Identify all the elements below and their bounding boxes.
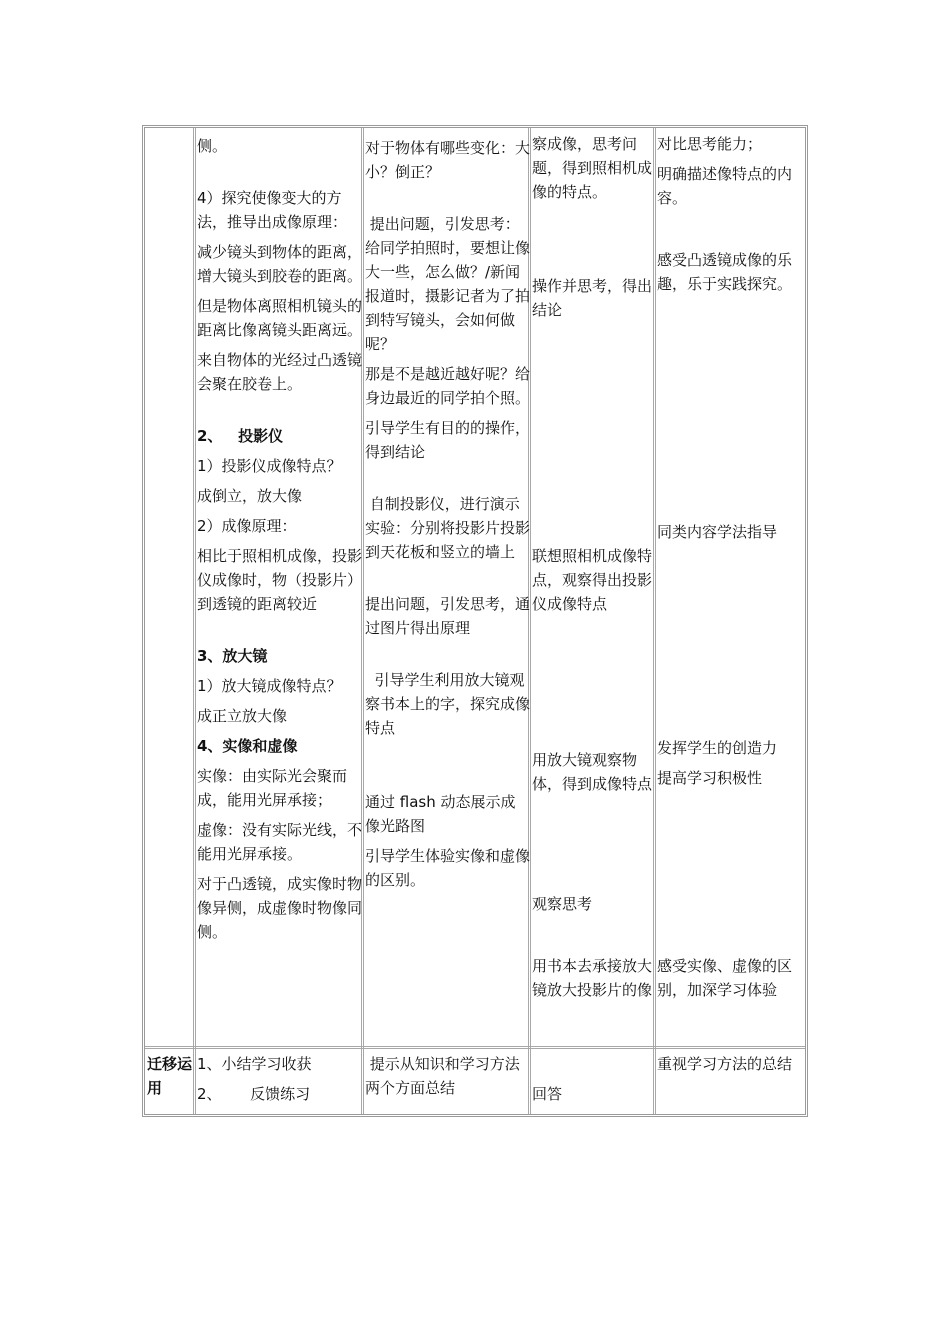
lesson-plan-table [142, 125, 808, 1117]
content-text: 减少镜头到物体的距离，增大镜头到胶卷的距离。 [197, 243, 363, 285]
student-activity-cell [532, 274, 652, 328]
teacher-activity-text: 提出问题，引发思考，通过图片得出原理 [365, 595, 531, 637]
design-intent-cell [657, 520, 807, 550]
design-intent-cell [657, 132, 807, 216]
teacher-activity-text: 对于物体有哪些变化：大小？倒正？ [365, 139, 531, 181]
content-cell [197, 134, 362, 950]
content-text: 2、 反馈练习 [197, 1085, 311, 1103]
design-intent-cell [657, 248, 807, 302]
design-intent-text: 明确描述像特点的内容。 [657, 165, 793, 207]
content-text: 1、小结学习收获 [197, 1055, 312, 1073]
design-intent-cell [657, 736, 807, 796]
spacer [365, 646, 530, 668]
design-intent-text: 感受凸透镜成像的乐趣，乐于实践探究。 [657, 251, 793, 293]
student-activity-text: 用书本去承接放大镜放大投影片的像 [532, 957, 653, 999]
student-activity-cell [532, 544, 652, 622]
design-intent-text: 提高学习积极性 [657, 769, 763, 787]
teacher-activity-text: 引导学生利用放大镜观察书本上的字，探究成像特点 [365, 671, 531, 737]
design-intent-cell [657, 954, 807, 1008]
design-intent-text: 对比思考能力； [657, 135, 763, 153]
content-text: 成倒立，放大像 [197, 487, 303, 505]
design-intent-text: 同类内容学法指导 [657, 523, 778, 541]
student-activity-text: 用放大镜观察物体，得到成像特点 [532, 751, 653, 793]
content-text: 2）成像原理： [197, 517, 297, 535]
student-activity-cell [532, 1082, 652, 1112]
design-intent-text: 重视学习方法的总结 [657, 1055, 793, 1073]
teacher-activity-text: 自制投影仪，进行演示实验：分别将投影片投影到天花板和竖立的墙上 [365, 495, 531, 561]
spacer [197, 164, 362, 186]
content-text: 但是物体离照相机镜头的距离比像离镜头距离远。 [197, 297, 363, 339]
teacher-activity-text: 通过 flash 动态展示成像光路图 [365, 793, 516, 835]
spacer [197, 622, 362, 644]
content-text: 1）放大镜成像特点？ [197, 677, 342, 695]
teacher-activity-text: 提示从知识和学习方法两个方面总结 [365, 1055, 520, 1097]
content-text: 相比于照相机成像，投影仪成像时，物（投影片）到透镜的距离较近 [197, 547, 363, 613]
design-intent-text: 发挥学生的创造力 [657, 739, 778, 757]
section-label [147, 1052, 193, 1106]
student-activity-cell [532, 892, 652, 922]
spacer [365, 190, 530, 212]
teacher-activity-text: 引导学生有目的的操作，得到结论 [365, 419, 531, 461]
teacher-activity-text: 那是不是越近越好呢？给身边最近的同学拍个照。 [365, 365, 531, 407]
student-activity-text: 操作并思考，得出结论 [532, 277, 653, 319]
column-divider [193, 128, 196, 1114]
teacher-activity-text: 引导学生体验实像和虚像的区别。 [365, 847, 531, 889]
student-activity-text: 回答 [532, 1085, 563, 1103]
teacher-activity-cell [365, 136, 530, 898]
student-activity-text: 联想照相机成像特点，观察得出投影仪成像特点 [532, 547, 653, 613]
content-text: 成正立放大像 [197, 707, 288, 725]
content-text: 实像：由实际光会聚而成，能用光屏承接； [197, 767, 348, 809]
spacer [365, 470, 530, 492]
content-cell [197, 1052, 362, 1112]
teacher-activity-text: 提出问题，引发思考：给同学拍照时，要想让像大一些，怎么做？/新闻报道时，摄影记者为了拍到特写镜头，会如何做呢？ [365, 215, 531, 353]
content-text: 3、放大镜 [197, 647, 268, 665]
design-intent-cell [657, 1052, 807, 1082]
design-intent-text: 感受实像、虚像的区别，加深学习体验 [657, 957, 793, 999]
student-activity-cell [532, 132, 652, 210]
column-divider [653, 128, 656, 1114]
content-text: 2、 投影仪 [197, 427, 284, 445]
row-divider [145, 1046, 805, 1049]
spacer [365, 768, 530, 790]
spacer [197, 402, 362, 424]
content-text: 对于凸透镜，成实像时物像异侧，成虚像时物像同侧。 [197, 875, 363, 941]
content-text: 侧。 [197, 137, 228, 155]
student-activity-text: 察成像，思考问题，得到照相机成像的特点。 [532, 135, 653, 201]
content-text: 4、实像和虚像 [197, 737, 298, 755]
section-label-text: 迁移运用 [147, 1055, 193, 1097]
content-text: 4）探究使像变大的方法，推导出成像原理： [197, 189, 348, 231]
spacer [365, 746, 530, 768]
student-activity-cell [532, 748, 652, 802]
student-activity-text: 观察思考 [532, 895, 593, 913]
spacer [365, 570, 530, 592]
content-text: 来自物体的光经过凸透镜会聚在胶卷上。 [197, 351, 363, 393]
teacher-activity-cell [365, 1052, 530, 1106]
content-text: 1）投影仪成像特点？ [197, 457, 342, 475]
student-activity-cell [532, 954, 652, 1008]
content-text: 虚像：没有实际光线，不能用光屏承接。 [197, 821, 363, 863]
